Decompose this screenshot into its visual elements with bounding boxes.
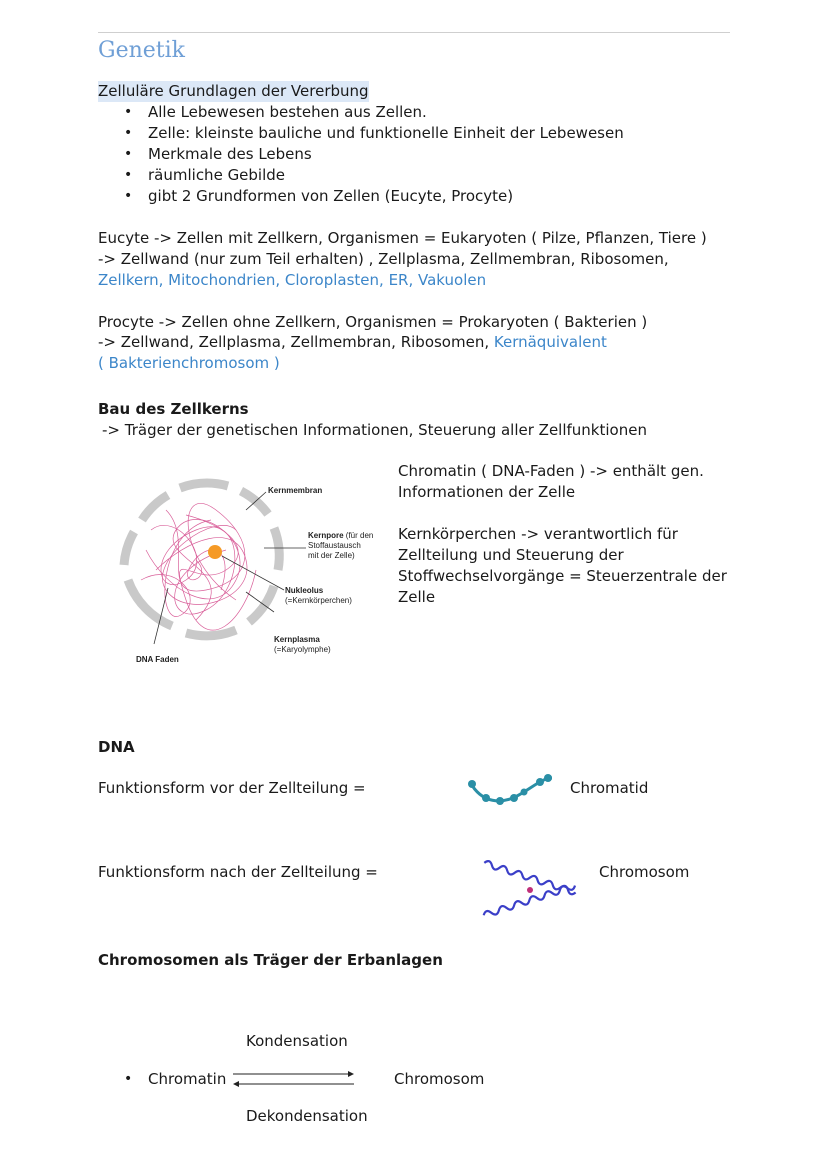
bullet-dot: • — [124, 1071, 133, 1087]
kernkoerperchen-text-2: Zellteilung und Steuerung der — [398, 546, 624, 564]
kondensation-label: Kondensation — [246, 1032, 348, 1050]
label-dna-faden: DNA Faden — [136, 655, 179, 664]
bullet-dot: • — [124, 188, 133, 204]
kernkoerperchen-text-1: Kernkörperchen -> verantwortlich für — [398, 525, 678, 543]
section-heading-bau-des-zellkerns: Bau des Zellkerns — [98, 400, 249, 418]
bullet-item: gibt 2 Grundformen von Zellen (Eucyte, Procyte) — [148, 187, 514, 205]
nucleus-diagram — [96, 470, 396, 670]
top-rule — [98, 32, 730, 33]
bakterienchromosom-text: ( Bakterienchromosom ) — [98, 354, 280, 372]
chromatin-label: Chromatin — [148, 1070, 227, 1088]
centromere — [527, 887, 533, 893]
chromatin-text-2: Informationen der Zelle — [398, 483, 576, 501]
eucyte-organelles: Zellkern, Mitochondrien, Cloroplasten, ER, Vakuolen — [98, 271, 487, 289]
procyte-line-2-text: -> Zellwand, Zellplasma, Zellmembran, Ribosomen, — [98, 333, 490, 351]
bullet-dot: • — [124, 146, 133, 162]
bullet-item: Zelle: kleinste bauliche und funktionelle Einheit der Lebewesen — [148, 124, 624, 142]
label-kernpore: Kernpore (für den Stoffaustausch mit der Zelle) — [308, 531, 374, 560]
leader-lines — [154, 492, 306, 644]
bullet-item: räumliche Gebilde — [148, 166, 286, 184]
section-heading-chromosomen: Chromosomen als Träger der Erbanlagen — [98, 951, 443, 969]
dna-nach-text: Funktionsform nach der Zellteilung = — [98, 863, 378, 881]
label-kernplasma: Kernplasma (=Karyolymphe) — [274, 635, 331, 654]
page-title: Genetik — [98, 38, 185, 63]
label-nukleolus: Nukleolus (=Kernkörperchen) — [285, 586, 352, 605]
section-heading-zellulaere-grundlagen: Zelluläre Grundlagen der Vererbung — [98, 82, 369, 100]
equilibrium-arrows — [230, 1068, 358, 1092]
chromosome-label: Chromosom — [599, 863, 690, 881]
chromosom-label: Chromosom — [394, 1070, 485, 1088]
nuclear-membrane — [124, 483, 279, 636]
dekondensation-label: Dekondensation — [246, 1107, 368, 1125]
kernaequivalent-text: Kernäquivalent — [493, 333, 607, 351]
nucleolus-circle — [208, 545, 222, 559]
bullet-dot: • — [124, 125, 133, 141]
eucyte-line-1: Eucyte -> Zellen mit Zellkern, Organismen = Eukaryoten ( Pilze, Pflanzen, Tiere ) — [98, 229, 707, 247]
chromosome-icon — [474, 860, 586, 920]
chromatid-icon — [462, 770, 558, 812]
chromatin-strands — [141, 503, 256, 630]
bullet-dot: • — [124, 104, 133, 120]
label-kernmembran: Kernmembran — [268, 486, 323, 495]
bullet-item: Merkmale des Lebens — [148, 145, 312, 163]
kernkoerperchen-text-4: Zelle — [398, 588, 436, 606]
bullet-dot: • — [124, 167, 133, 183]
chromatin-text-1: Chromatin ( DNA-Faden ) -> enthält gen. — [398, 462, 704, 480]
eucyte-line-2: -> Zellwand (nur zum Teil erhalten) , Zellplasma, Zellmembran, Ribosomen, — [98, 250, 669, 268]
procyte-line-2 — [98, 332, 607, 353]
chromatid-label: Chromatid — [570, 779, 649, 797]
dna-vor-text: Funktionsform vor der Zellteilung = — [98, 779, 366, 797]
section-heading-dna: DNA — [98, 738, 135, 756]
kernkoerperchen-text-3: Stoffwechselvorgänge = Steuerzentrale der — [398, 567, 727, 585]
procyte-line-1: Procyte -> Zellen ohne Zellkern, Organismen = Prokaryoten ( Bakterien ) — [98, 313, 648, 331]
bullet-item: Alle Lebewesen bestehen aus Zellen. — [148, 103, 427, 121]
zellkern-subtitle: -> Träger der genetischen Informationen, Steuerung aller Zellfunktionen — [102, 421, 647, 439]
